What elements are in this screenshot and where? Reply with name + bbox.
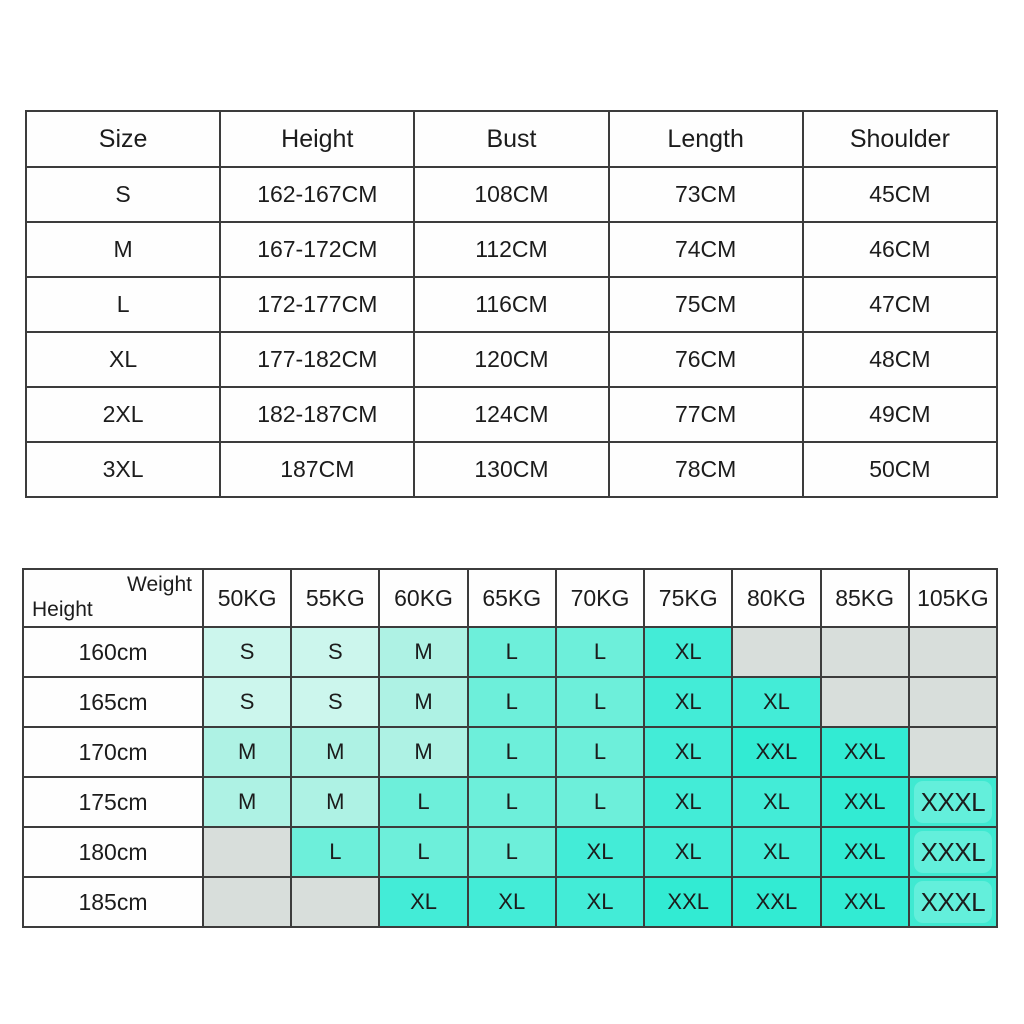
size-column-header: Shoulder <box>803 111 997 167</box>
size-value-cell: 46CM <box>803 222 997 277</box>
matrix-size-cell: XL <box>556 827 644 877</box>
size-spec-table <box>25 110 998 498</box>
size-value-cell: 182-187CM <box>220 387 414 442</box>
matrix-size-cell: L <box>556 727 644 777</box>
size-column-header: Bust <box>414 111 608 167</box>
matrix-size-cell: L <box>468 727 556 777</box>
size-value-cell: 73CM <box>609 167 803 222</box>
weight-column-header: 85KG <box>821 569 909 627</box>
matrix-empty-cell <box>909 677 997 727</box>
matrix-size-cell: L <box>468 627 556 677</box>
matrix-size-cell: XXL <box>821 827 909 877</box>
size-value-cell: 177-182CM <box>220 332 414 387</box>
matrix-size-cell: S <box>291 627 379 677</box>
size-label-cell: S <box>26 167 220 222</box>
matrix-row <box>23 877 997 927</box>
matrix-size-cell: XL <box>644 677 732 727</box>
matrix-size-cell: XXL <box>821 777 909 827</box>
matrix-size-cell: L <box>556 627 644 677</box>
height-row-header: 165cm <box>23 677 203 727</box>
size-value-cell: 162-167CM <box>220 167 414 222</box>
weight-column-header: 75KG <box>644 569 732 627</box>
matrix-size-cell: S <box>203 677 291 727</box>
size-value-cell: 76CM <box>609 332 803 387</box>
matrix-size-cell: M <box>379 677 467 727</box>
weight-column-header: 50KG <box>203 569 291 627</box>
size-spec-row <box>26 332 997 387</box>
corner-height-label: Height <box>32 598 93 621</box>
matrix-size-cell: L <box>468 677 556 727</box>
weight-column-header: 65KG <box>468 569 556 627</box>
matrix-size-cell: S <box>291 677 379 727</box>
matrix-size-cell: XXL <box>821 727 909 777</box>
xxxl-highlight: XXXL <box>914 781 992 823</box>
matrix-empty-cell <box>909 727 997 777</box>
matrix-size-cell: XL <box>468 877 556 927</box>
matrix-size-cell: XL <box>732 827 820 877</box>
weight-column-header: 105KG <box>909 569 997 627</box>
matrix-size-cell: M <box>291 777 379 827</box>
size-column-header: Height <box>220 111 414 167</box>
size-value-cell: 120CM <box>414 332 608 387</box>
matrix-size-cell <box>909 777 997 827</box>
height-row-header: 170cm <box>23 727 203 777</box>
weight-column-header: 55KG <box>291 569 379 627</box>
matrix-size-cell: XL <box>644 727 732 777</box>
size-value-cell: 130CM <box>414 442 608 497</box>
matrix-empty-cell <box>821 677 909 727</box>
matrix-header <box>23 569 997 627</box>
matrix-row <box>23 677 997 727</box>
matrix-size-cell: XL <box>732 677 820 727</box>
size-value-cell: 112CM <box>414 222 608 277</box>
matrix-header-row <box>23 569 997 627</box>
matrix-size-cell: XL <box>379 877 467 927</box>
matrix-size-cell: M <box>203 777 291 827</box>
matrix-size-cell: L <box>291 827 379 877</box>
matrix-size-cell: M <box>203 727 291 777</box>
height-row-header: 180cm <box>23 827 203 877</box>
size-label-cell: 3XL <box>26 442 220 497</box>
matrix-size-cell: M <box>379 627 467 677</box>
size-value-cell: 49CM <box>803 387 997 442</box>
xxxl-highlight: XXXL <box>914 831 992 873</box>
size-value-cell: 74CM <box>609 222 803 277</box>
size-value-cell: 47CM <box>803 277 997 332</box>
size-spec-row <box>26 387 997 442</box>
matrix-size-cell: L <box>379 827 467 877</box>
size-value-cell: 48CM <box>803 332 997 387</box>
size-column-header: Size <box>26 111 220 167</box>
matrix-empty-cell <box>821 627 909 677</box>
corner-weight-label: Weight <box>127 573 192 596</box>
size-column-header: Length <box>609 111 803 167</box>
size-label-cell: L <box>26 277 220 332</box>
matrix-size-cell: L <box>556 677 644 727</box>
height-weight-matrix-table <box>22 568 998 928</box>
size-value-cell: 78CM <box>609 442 803 497</box>
matrix-size-cell: M <box>379 727 467 777</box>
matrix-size-cell: XL <box>644 627 732 677</box>
matrix-size-cell: XXL <box>821 877 909 927</box>
size-label-cell: 2XL <box>26 387 220 442</box>
matrix-size-cell: L <box>379 777 467 827</box>
matrix-size-cell: L <box>556 777 644 827</box>
matrix-body <box>23 627 997 927</box>
size-label-cell: XL <box>26 332 220 387</box>
size-value-cell: 77CM <box>609 387 803 442</box>
size-spec-row <box>26 222 997 277</box>
size-spec-body <box>26 167 997 497</box>
matrix-size-cell: L <box>468 827 556 877</box>
size-spec-header <box>26 111 997 167</box>
matrix-empty-cell <box>732 627 820 677</box>
matrix-row <box>23 827 997 877</box>
size-value-cell: 45CM <box>803 167 997 222</box>
size-spec-row <box>26 277 997 332</box>
size-spec-row <box>26 167 997 222</box>
size-value-cell: 116CM <box>414 277 608 332</box>
matrix-size-cell <box>909 877 997 927</box>
size-value-cell: 172-177CM <box>220 277 414 332</box>
size-spec-header-row <box>26 111 997 167</box>
matrix-size-cell: S <box>203 627 291 677</box>
weight-column-header: 80KG <box>732 569 820 627</box>
size-value-cell: 50CM <box>803 442 997 497</box>
height-row-header: 160cm <box>23 627 203 677</box>
height-row-header: 185cm <box>23 877 203 927</box>
size-value-cell: 187CM <box>220 442 414 497</box>
matrix-empty-cell <box>203 877 291 927</box>
matrix-size-cell: XL <box>556 877 644 927</box>
matrix-size-cell: L <box>468 777 556 827</box>
matrix-row <box>23 727 997 777</box>
matrix-row <box>23 777 997 827</box>
matrix-corner-cell <box>23 569 203 627</box>
height-row-header: 175cm <box>23 777 203 827</box>
matrix-size-cell: M <box>291 727 379 777</box>
size-value-cell: 75CM <box>609 277 803 332</box>
weight-column-header: 60KG <box>379 569 467 627</box>
xxxl-highlight: XXXL <box>914 881 992 923</box>
matrix-size-cell: XXL <box>732 877 820 927</box>
weight-column-header: 70KG <box>556 569 644 627</box>
matrix-size-cell: XL <box>732 777 820 827</box>
size-value-cell: 108CM <box>414 167 608 222</box>
size-value-cell: 124CM <box>414 387 608 442</box>
matrix-size-cell: XXL <box>732 727 820 777</box>
size-spec-row <box>26 442 997 497</box>
matrix-row <box>23 627 997 677</box>
size-label-cell: M <box>26 222 220 277</box>
matrix-size-cell: XL <box>644 777 732 827</box>
matrix-empty-cell <box>291 877 379 927</box>
matrix-size-cell: XL <box>644 827 732 877</box>
matrix-size-cell: XXL <box>644 877 732 927</box>
matrix-empty-cell <box>203 827 291 877</box>
matrix-empty-cell <box>909 627 997 677</box>
size-value-cell: 167-172CM <box>220 222 414 277</box>
matrix-size-cell <box>909 827 997 877</box>
